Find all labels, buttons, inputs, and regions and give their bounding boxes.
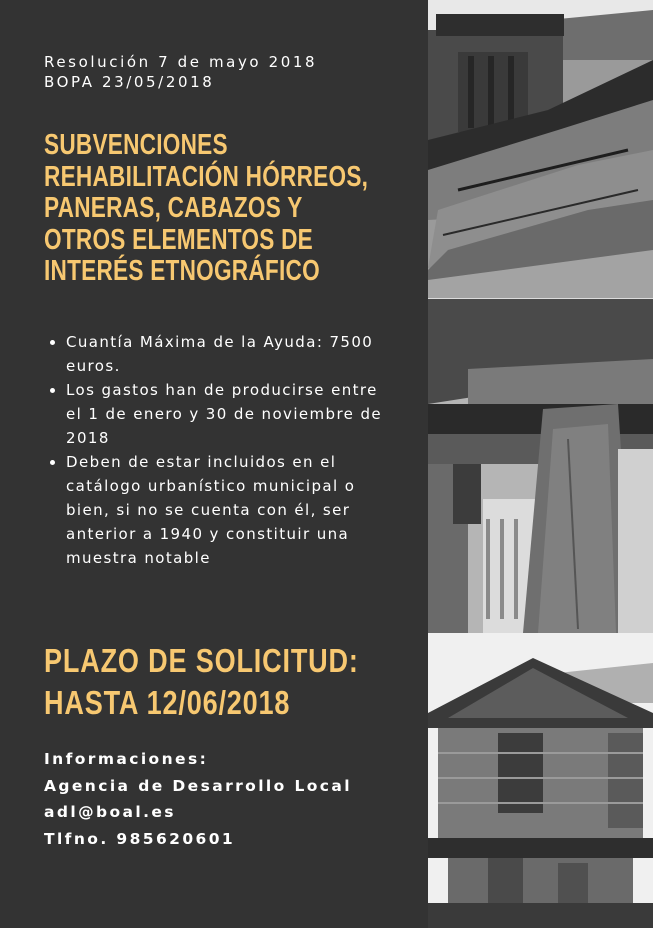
bullet-icon bbox=[50, 340, 55, 345]
stone-granary-photo bbox=[428, 633, 653, 928]
title-line: OTROS ELEMENTOS DE bbox=[44, 223, 313, 256]
granary-pillar-photo bbox=[428, 299, 653, 633]
contact-agency: Agencia de Desarrollo Local bbox=[44, 776, 352, 795]
page-title bbox=[44, 130, 411, 288]
list-item bbox=[44, 330, 394, 378]
bullet-icon bbox=[50, 460, 55, 465]
list-item-text: Cuantía Máxima de la Ayuda: 7500 euros. bbox=[66, 333, 374, 375]
title-line: PANERAS, CABAZOS Y bbox=[44, 192, 303, 224]
resolution-date: Resolución 7 de mayo 2018 bbox=[44, 53, 318, 71]
title-line: REHABILITACIÓN HÓRREOS, bbox=[44, 160, 369, 193]
photo-column bbox=[428, 0, 653, 928]
list-item bbox=[44, 378, 394, 450]
deadline-date: HASTA 12/06/2018 bbox=[44, 684, 291, 721]
conditions-list bbox=[44, 330, 394, 570]
title-line: INTERÉS ETNOGRÁFICO bbox=[44, 255, 320, 287]
bopa-reference: BOPA 23/05/2018 bbox=[44, 73, 215, 91]
list-item bbox=[44, 450, 394, 570]
deadline-heading: PLAZO DE SOLICITUD: bbox=[44, 642, 359, 679]
contact-phone: Tlfno. 985620601 bbox=[44, 829, 236, 848]
contact-info bbox=[44, 746, 352, 852]
application-deadline bbox=[44, 640, 359, 724]
contact-heading: Informaciones: bbox=[44, 750, 209, 768]
slate-roof-photo bbox=[428, 0, 653, 298]
resolution-reference bbox=[44, 52, 317, 92]
title-line: SUBVENCIONES bbox=[44, 129, 228, 161]
contact-email: adl@boal.es bbox=[44, 803, 176, 821]
bullet-icon bbox=[50, 388, 55, 393]
list-item-text: Deben de estar incluidos en el catálogo urbanístico municipal o bien, si no se cuenta con él, ser anterior a 1940 y constituir una muestra notable bbox=[66, 453, 356, 567]
list-item-text: Los gastos han de producirse entre el 1 de enero y 30 de noviembre de 2018 bbox=[66, 381, 383, 447]
